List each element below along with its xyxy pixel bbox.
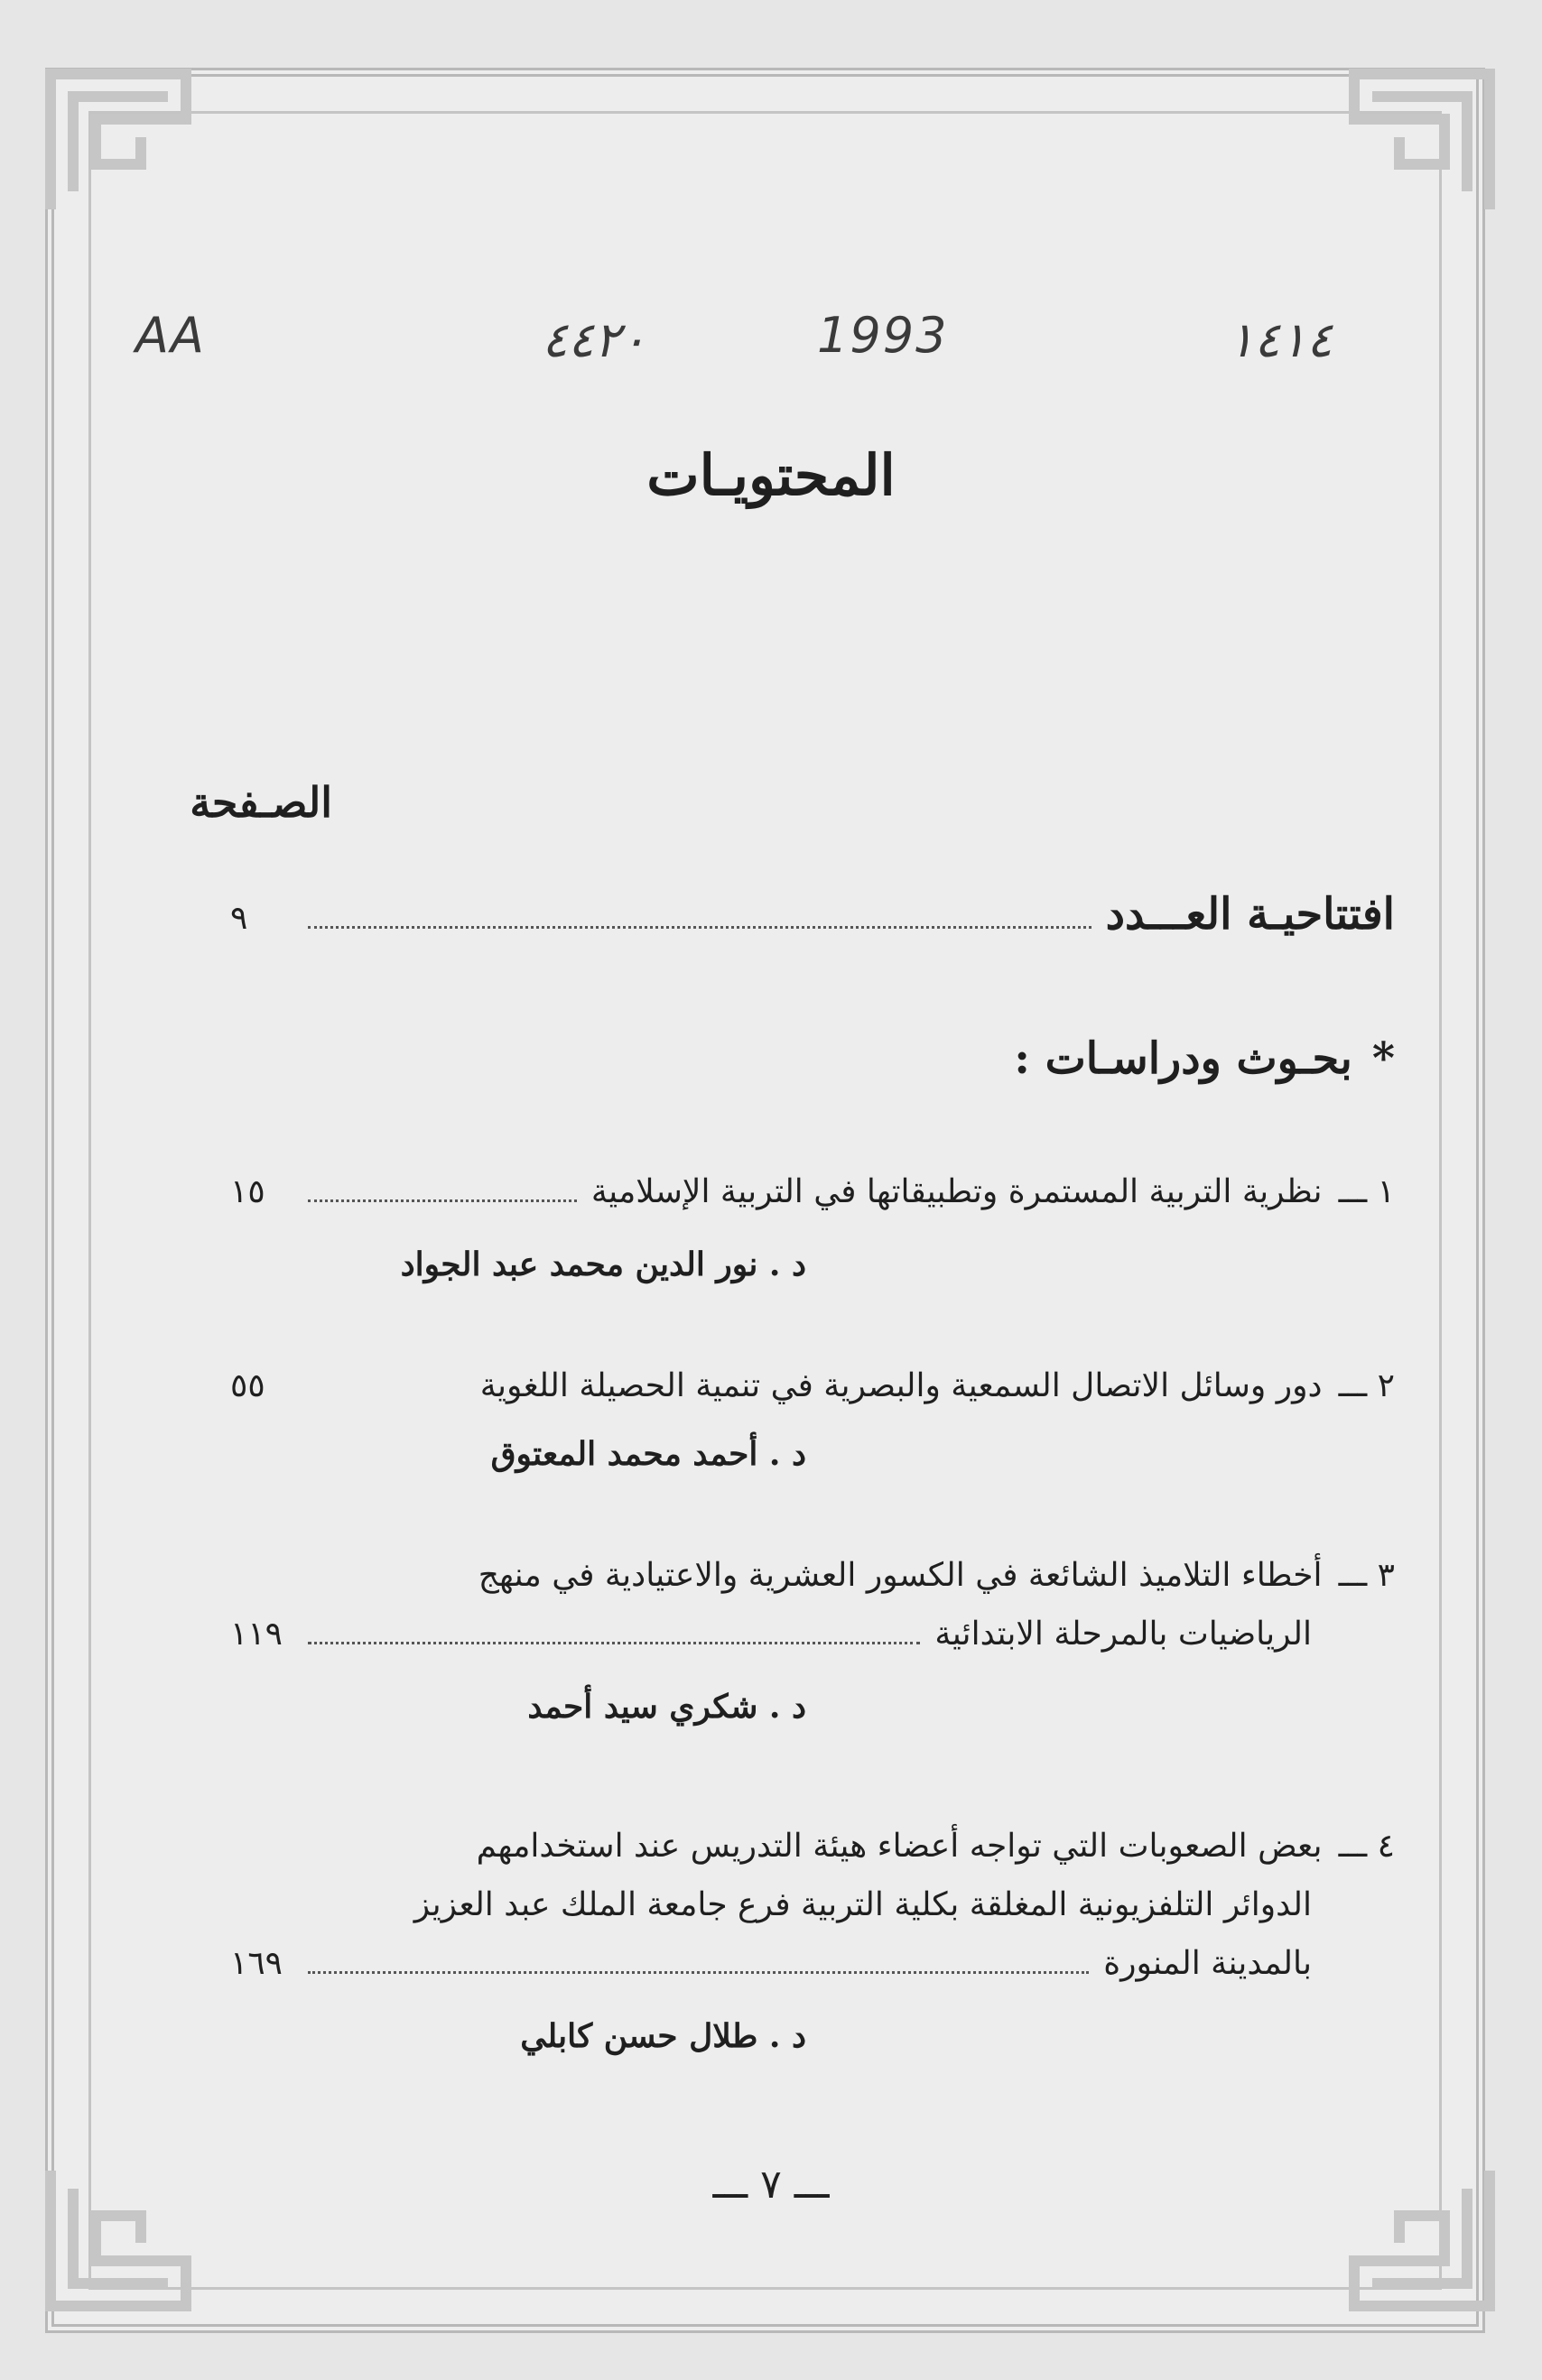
leader-dots [308,1970,1089,1974]
entry-title-line: بالمدينة المنورة [1103,1945,1312,1982]
leader-dots [308,925,1091,929]
entry-number: ١ ـــ [1338,1173,1395,1210]
page-title: المحتويـات [646,442,896,508]
entry-title-line: دور وسائل الاتصال السمعية والبصرية في تنمية الحصيلة اللغوية [479,1367,1323,1404]
entry-number: ٣ ـــ [1338,1557,1395,1594]
entry-author: د . أحمد محمد المعتوق [490,1435,806,1473]
asterisk-icon: * [1371,1033,1395,1084]
leader-dots [308,1199,577,1202]
page-number: ـــ ٧ ـــ [712,2162,830,2208]
handwritten-note-right: ١٤١٤ [1228,311,1333,368]
editorial-label: افتتاحيـة العـــدد [1105,889,1395,940]
handwritten-note-center-right: 1993 [817,307,949,364]
entry-page: ١١٩ [230,1616,283,1653]
toc-entry [230,1173,1395,1211]
entry-author: د . طلال حسن كابلي [520,2017,806,2055]
entry-number: ٢ ـــ [1338,1367,1395,1404]
corner-ornament [42,65,195,218]
entry-title-line: الدوائر التلفزيونية المغلقة بكلية التربية فرع جامعة الملك عبد العزيز [413,1886,1312,1923]
entry-number: ٤ ـــ [1338,1828,1395,1865]
entry-title-line: الرياضيات بالمرحلة الابتدائية [934,1616,1312,1653]
entry-title-line: نظرية التربية المستمرة وتطبيقاتها في التربية الإسلامية [590,1173,1323,1210]
section-heading [230,1033,1395,1084]
toc-editorial [230,889,1395,940]
entry-page: ١٥ [230,1173,265,1210]
entry-page: ٥٥ [230,1367,265,1404]
handwritten-note-center-left: ٤٤٢٠ [542,311,647,368]
entry-page: ١٦٩ [230,1945,283,1982]
toc-entry [230,1828,1395,1983]
entry-author: د . شكري سيد أحمد [527,1688,806,1726]
leader-dots [308,1641,920,1644]
page-column-label: الصـفحة [190,778,332,827]
corner-ornament [1345,65,1499,218]
handwritten-note-left: AA [135,307,206,364]
entry-title-line: بعض الصعوبات التي تواجه أعضاء هيئة التدريس عند استخدامهم [476,1828,1323,1865]
editorial-page: ٩ [230,900,248,937]
toc-entry [230,1557,1395,1653]
toc-entry [230,1367,1395,1405]
entry-author: د . نور الدين محمد عبد الجواد [400,1246,806,1283]
section-heading-label: بحـوث ودراسـات : [1014,1033,1352,1084]
entry-title-line: أخطاء التلاميذ الشائعة في الكسور العشرية والاعتيادية في منهج [478,1557,1323,1594]
